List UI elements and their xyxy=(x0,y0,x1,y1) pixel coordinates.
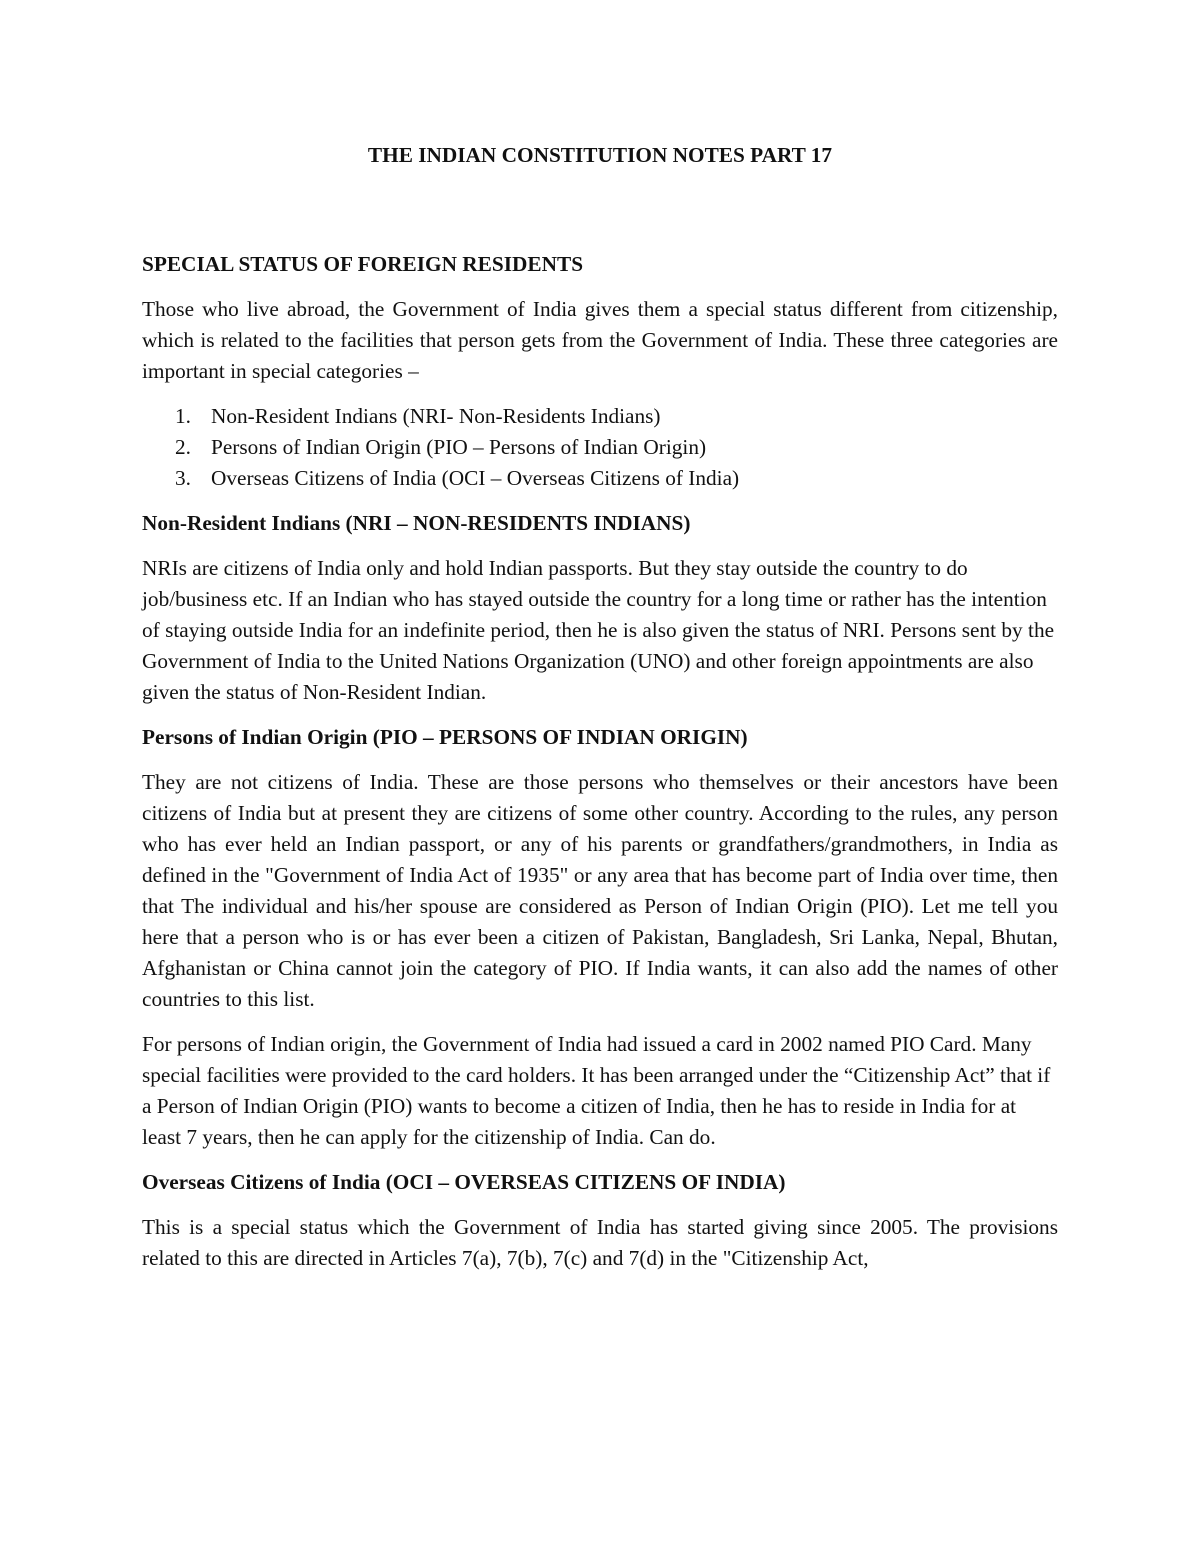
list-item-text: Persons of Indian Origin (PIO – Persons of Indian Origin) xyxy=(211,435,707,459)
intro-paragraph: Those who live abroad, the Government of India gives them a special status different from citizenship, which is related to the facilities that person gets from the Government of India. These three categories are important in special categories – xyxy=(142,297,1058,383)
document-page xyxy=(142,140,1058,1288)
list-item-number: 2. xyxy=(175,435,191,459)
document-title: THE INDIAN CONSTITUTION NOTES PART 17 xyxy=(367,143,833,167)
oci-paragraph: This is a special status which the Government of India has started giving since 2005. The provisions related to this are directed in Articles 7(a), 7(b), 7(c) and 7(d) in the "Citizenship Act, xyxy=(142,1215,1058,1270)
section-heading-special-status: SPECIAL STATUS OF FOREIGN RESIDENTS xyxy=(142,252,584,276)
section-heading-oci: Overseas Citizens of India (OCI – OVERSEAS CITIZENS OF INDIA) xyxy=(142,1170,786,1194)
list-item xyxy=(142,401,1058,432)
list-item xyxy=(142,463,1058,494)
section-heading-pio: Persons of Indian Origin (PIO – PERSONS OF INDIAN ORIGIN) xyxy=(142,725,748,749)
list-item-number: 3. xyxy=(175,466,191,490)
pio-paragraph-1: They are not citizens of India. These are those persons who themselves or their ancestors have been citizens of India but at present they are citizens of some other country. According to the rules, any person who has ever held an Indian passport, or any of his parents or grandfathers/grandmothers, in India as defined in the "Government of India Act of 1935" or any area that has become part of India over time, then that The individual and his/her spouse are considered as Person of Indian Origin (PIO). Let me tell you here that a person who is or has ever been a citizen of Pakistan, Bangladesh, Sri Lanka, Nepal, Bhutan, Afghanistan or China cannot join the category of PIO. If India wants, it can also add the names of other countries to this list. xyxy=(142,770,1058,1011)
pio-paragraph-2: For persons of Indian origin, the Government of India had issued a card in 2002 named PIO Card. Many special facilities were provided to the card holders. It has been arranged under the “Citizenship Act” that if a Person of Indian Origin (PIO) wants to become a citizen of India, then he has to reside in India for at least 7 years, then he can apply for the citizenship of India. Can do. xyxy=(142,1032,1051,1149)
list-item xyxy=(142,432,1058,463)
list-item-text: Overseas Citizens of India (OCI – Overseas Citizens of India) xyxy=(211,466,740,490)
list-item-number: 1. xyxy=(175,404,191,428)
nri-paragraph: NRIs are citizens of India only and hold Indian passports. But they stay outside the country to do job/business etc. If an Indian who has stayed outside the country for a long time or rather has the intention of staying outside India for an indefinite period, then he is also given the status of NRI. Persons sent by the Government of India to the United Nations Organization (UNO) and other foreign appointments are also given the status of Non-Resident Indian. xyxy=(142,556,1055,704)
section-heading-nri: Non-Resident Indians (NRI – NON-RESIDENTS INDIANS) xyxy=(142,511,691,535)
categories-list xyxy=(142,401,1058,494)
list-item-text: Non-Resident Indians (NRI- Non-Residents Indians) xyxy=(211,404,661,428)
